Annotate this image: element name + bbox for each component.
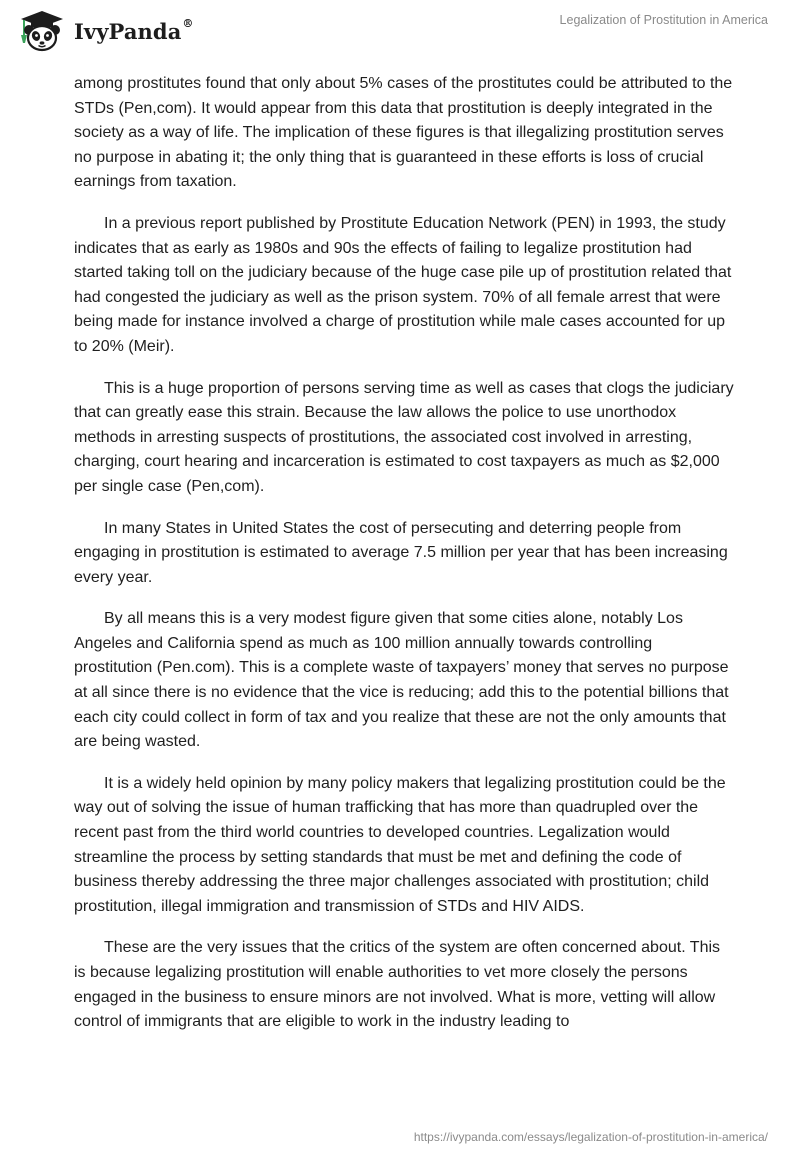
- paragraph: In many States in United States the cost of persecuting and deterring people from engaging in prostitution is estimated to average 7.5 million per year that has been increasing every year.: [74, 519, 728, 586]
- essay-body: [74, 72, 734, 1052]
- paragraph: among prostitutes found that only about 5% cases of the prostitutes could be attributed to the STDs (Pen,com). It would appear from this data that prostitution is deeply integrated in the society as a way of life. The implication of these figures is that illegalizing prostitution serves no purpose in abating it; the only thing that is guaranteed in these efforts is loss of crucial earnings from taxation.: [74, 75, 733, 191]
- panda-graduation-cap-icon: [16, 9, 68, 53]
- paragraph: In a previous report published by Prostitute Education Network (PEN) in 1993, the study indicates that as early as 1980s and 90s the effects of failing to legalize prostitution had started taking toll on the judiciary because of the huge case pile up of prostitution related that had congested the judiciary as well as the prison system. 70% of all female arrest that were being made for instance involved a charge of prostitution while male cases accounted for up to 20% (Meir).: [74, 214, 732, 355]
- paragraph: By all means this is a very modest figure given that some cities alone, notably Los Angeles and California spend as much as 100 million annually towards controlling prostitution (Pen.com). This is a complete waste of taxpayers’ money that serves no purpose at all since there is no evidence that the vice is reducing; add this to the potential billions that each city could collect in form of tax and you realize that these are not the only amounts that are being wasted.: [74, 610, 729, 751]
- ivypanda-logo[interactable]: [16, 9, 194, 53]
- paragraph: It is a widely held opinion by many policy makers that legalizing prostitution could be the way out of solving the issue of human trafficking that has more than quadrupled over the recent past from the third world countries to developed countries. Legalization would streamline the process by setting standards that must be met and defining the code of business thereby addressing the three major challenges associated with prostitution; child prostitution, illegal immigration and transmission of STDs and HIV AIDS.: [74, 774, 726, 915]
- paragraph: These are the very issues that the critics of the system are often concerned about. This is because legalizing prostitution will enable authorities to vet more closely the persons engaged in the business to ensure minors are not involved. What is more, vetting will allow control of immigrants that are eligible to work in the industry leading to: [74, 939, 721, 1031]
- registered-mark: ®: [182, 16, 194, 30]
- page-header: [0, 0, 800, 70]
- brand-name: IvyPanda®: [74, 16, 194, 44]
- source-url[interactable]: https://ivypanda.com/essays/legalization-of-prostitution-in-america/: [413, 1130, 768, 1144]
- document-title: Legalization of Prostitution in America: [559, 13, 768, 27]
- paragraph: This is a huge proportion of persons serving time as well as cases that clogs the judiciary that can greatly ease this strain. Because the law allows the police to use unorthodox methods in arresting suspects of prostitutions, the associated cost involved in arresting, charging, court hearing and incarceration is estimated to cost taxpayers as much as $2,000 per single case (Pen,com).: [74, 379, 734, 495]
